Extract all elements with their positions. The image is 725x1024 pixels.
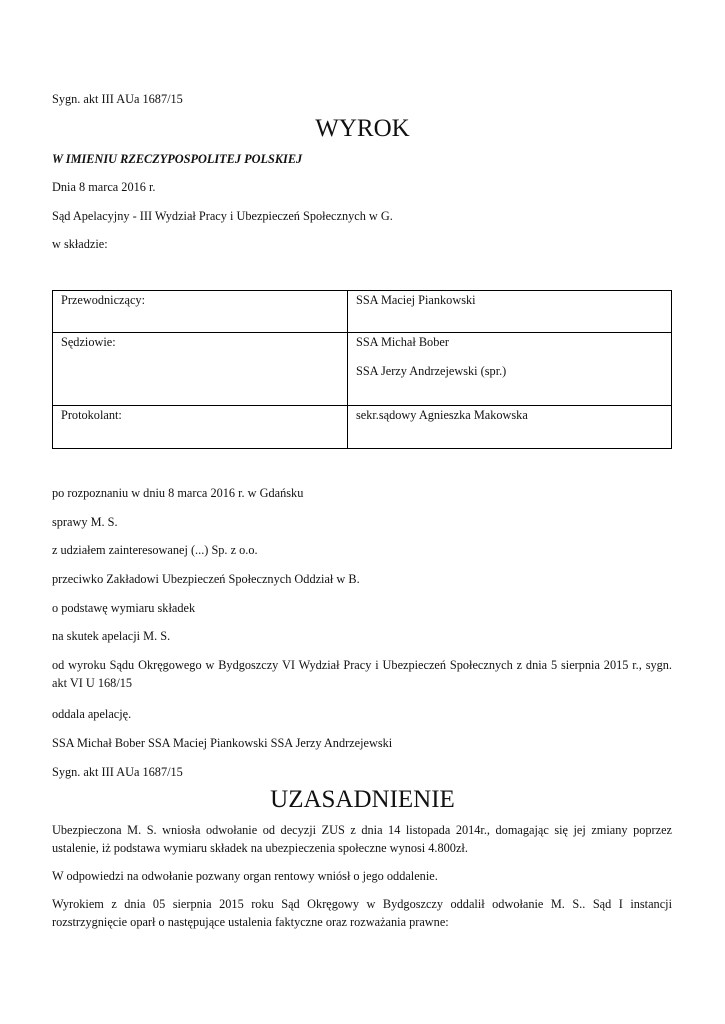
- panel-member: SSA Jerzy Andrzejewski (spr.): [356, 364, 507, 379]
- panel-role: Sędziowie:: [53, 333, 348, 406]
- panel-member: sekr.sądowy Agnieszka Makowska: [356, 408, 528, 422]
- court-name: Sąd Apelacyjny - III Wydział Pracy i Ubezpieczeń Społecznych w G.: [52, 209, 393, 223]
- justification-title: UZASADNIENIE: [270, 786, 455, 813]
- case-number: Sygn. akt III AUa 1687/15: [52, 92, 183, 106]
- participant-line: z udziałem zainteresowanej (...) Sp. z o.o.: [52, 543, 258, 557]
- table-row: [53, 291, 672, 333]
- subject-line: o podstawę wymiaru składek: [52, 601, 196, 615]
- against-line: przeciwko Zakładowi Ubezpieczeń Społecznych Oddział w B.: [52, 572, 360, 586]
- justification-case-number: Sygn. akt III AUa 1687/15: [52, 765, 183, 779]
- judgment-subtitle: W IMIENIU RZECZYPOSPOLITEJ POLSKIEJ: [52, 152, 303, 166]
- panel-member: SSA Maciej Piankowski: [356, 293, 476, 307]
- appeal-line: na skutek apelacji M. S.: [52, 629, 171, 643]
- case-of-line: sprawy M. S.: [52, 515, 118, 529]
- table-row: [53, 333, 672, 406]
- panel-members: [348, 333, 672, 406]
- panel-member: SSA Michał Bober: [356, 335, 449, 349]
- panel-members: [348, 291, 672, 333]
- table-row: [53, 406, 672, 449]
- justification-paragraph: Ubezpieczona M. S. wniosła odwołanie od decyzji ZUS z dnia 14 listopada 2014r., domagając się jej zmiany poprzez ustalenie, iż podstawa wymiaru składek na ubezpieczenia społeczne wynosi 4.800zł.: [52, 823, 672, 856]
- considered-line: po rozpoznaniu w dniu 8 marca 2016 r. w Gdańsku: [52, 486, 304, 500]
- justification-paragraph: Wyrokiem z dnia 05 sierpnia 2015 roku Sąd Okręgowy w Bydgoszczy oddalił odwołanie M. S.. Sąd I instancji rozstrzygnięcie oparł o następujące ustalenia faktyczne oraz rozważania prawne:: [52, 897, 672, 930]
- justification-paragraph: W odpowiedzi na odwołanie pozwany organ rentowy wniósł o jego oddalenie.: [52, 869, 438, 883]
- judgment-date: Dnia 8 marca 2016 r.: [52, 180, 156, 194]
- court-panel-table: [52, 290, 672, 449]
- panel-role: Przewodniczący:: [53, 291, 348, 333]
- judgment-title: WYROK: [315, 115, 410, 142]
- ruling-line: oddala apelację.: [52, 707, 132, 721]
- composition-intro: w składzie:: [52, 237, 108, 251]
- from-judgment-line: od wyroku Sądu Okręgowego w Bydgoszczy VI Wydział Pracy i Ubezpieczeń Społecznych z dnia 5 sierpnia 2015 r., sygn. akt VI U 168/15: [52, 658, 672, 691]
- signatures-line: SSA Michał Bober SSA Maciej Piankowski SSA Jerzy Andrzejewski: [52, 736, 393, 750]
- panel-members: [348, 406, 672, 449]
- panel-role: Protokolant:: [53, 406, 348, 449]
